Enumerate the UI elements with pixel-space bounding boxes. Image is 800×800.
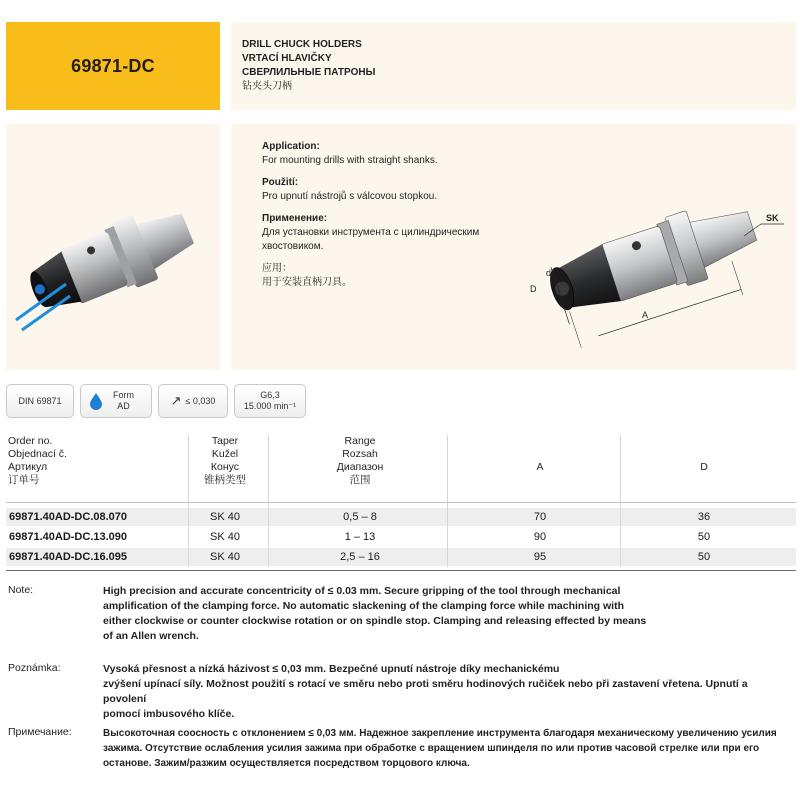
row-range: 0,5 – 8 (343, 511, 377, 523)
runout-value: ≤ 0,030 (185, 396, 216, 406)
row-d: 50 (697, 531, 711, 543)
coolant-drop-icon (89, 392, 103, 410)
table-row (6, 528, 796, 546)
balance-badge (234, 384, 306, 418)
balance-grade: G6,3 (260, 390, 280, 400)
note-label-cz: Poznámka: (8, 662, 61, 674)
technical-drawing (516, 164, 791, 364)
note-en-line: amplification of the clamping force. No automatic slackening of the clamping force while machining with (103, 600, 624, 612)
row-d: 36 (697, 511, 711, 523)
note-label-en: Note: (8, 584, 34, 596)
column-divider (620, 435, 621, 567)
application-heading-cz: Použití: (262, 177, 299, 188)
note-cz-line: zvýšení upínací síly. Možnost použití s rotací ve směru nebo proti směru hodinových ručiček nebo při zastavení vřetena. Upnutí a povolení (103, 678, 748, 705)
product-code: 69871-DC (71, 55, 155, 76)
row-a: 95 (533, 551, 547, 563)
application-text-cn: 用于安装直柄刀具。 (262, 277, 352, 288)
header-order-cn: 订单号 (8, 474, 40, 486)
note-text-cz (103, 662, 793, 722)
column-divider (447, 435, 448, 567)
row-d: 50 (697, 551, 711, 563)
row-range: 1 – 13 (344, 531, 376, 543)
row-a: 90 (533, 531, 547, 543)
note-label-ru: Примечание: (8, 726, 72, 738)
table-header-divider (6, 502, 796, 503)
product-code-box (6, 22, 220, 110)
header-taper-cz: Kužel (211, 448, 239, 460)
form-badge (80, 384, 152, 418)
note-ru-line: Высокоточная соосность с отклонением ≤ 0,03 мм. Надежное закрепление инструмента благодаря механическому увеличению усилия (103, 728, 777, 739)
application-text-ru-1: Для установки инструмента с цилиндрическим (262, 227, 480, 238)
row-order: 69871.40AD-DC.08.070 (9, 511, 128, 523)
column-divider (188, 435, 189, 567)
label-d-small: d (546, 268, 552, 278)
note-text-en (103, 584, 793, 644)
row-order: 69871.40AD-DC.16.095 (9, 551, 128, 563)
form-label: Form (113, 390, 134, 400)
title-cz: VRTACÍ HLAVIČKY (242, 53, 332, 64)
runout-badge (158, 384, 228, 418)
application-text (262, 140, 532, 298)
form-value: AD (117, 401, 130, 411)
title-cn: 钻夹头刀柄 (242, 81, 292, 92)
note-ru-line: зажима. Отсутствие ослабления усилия зажима при обработке с вращением шпинделя по или против часовой стрелке или при его (103, 743, 760, 754)
title-en: DRILL CHUCK HOLDERS (242, 39, 362, 50)
note-en-line: of an Allen wrench. (103, 630, 199, 642)
header-order-en: Order no. (8, 435, 53, 447)
header-taper-cn: 锥柄类型 (204, 474, 246, 486)
note-cz-line: pomocí imbusového klíče. (103, 708, 235, 720)
label-d-large: D (530, 284, 537, 294)
row-taper: SK 40 (210, 531, 240, 543)
note-ru-line: останове. Зажим/разжим осуществляется посредством торцового ключа. (103, 758, 470, 769)
row-taper: SK 40 (210, 551, 240, 563)
header-range-cn: 范围 (349, 474, 371, 486)
din-text: DIN 69871 (18, 396, 62, 406)
application-text-ru-2: хвостовиком. (262, 241, 324, 252)
note-en-line: either clockwise or counter clockwise rotation or on spindle stop. Clamping and releasing effected by means (103, 615, 647, 627)
balance-speed: 15.000 min⁻¹ (243, 401, 297, 411)
label-sk: SK (766, 213, 779, 223)
application-heading-en: Application: (262, 141, 320, 152)
header-range-ru: Диапазон (336, 461, 384, 473)
header-range-cz: Rozsah (342, 448, 378, 460)
note-text-ru (103, 726, 793, 771)
header-taper (190, 435, 260, 487)
row-order: 69871.40AD-DC.13.090 (9, 531, 128, 543)
runout-arrow-icon: ↗ (170, 393, 182, 408)
application-panel (231, 124, 796, 370)
column-divider (268, 435, 269, 567)
row-a: 70 (533, 511, 547, 523)
application-heading-cn: 应用： (262, 263, 292, 274)
table-bottom-border (6, 570, 796, 571)
product-photo (6, 124, 220, 370)
header-taper-en: Taper (211, 435, 239, 447)
header-range-en: Range (344, 435, 376, 447)
row-taper: SK 40 (210, 511, 240, 523)
header-taper-ru: Конус (210, 461, 240, 473)
table-row (6, 508, 796, 526)
header-order-cz: Objednací č. (8, 448, 67, 460)
application-heading-ru: Применение: (262, 213, 328, 224)
din-badge (6, 384, 74, 418)
header-range (300, 435, 420, 487)
note-en-line: High precision and accurate concentricity of ≤ 0.03 mm. Secure gripping of the tool through mechanical (103, 585, 621, 597)
title-ru: СВЕРЛИЛЬНЫЕ ПАТРОНЫ (242, 67, 376, 78)
header-order (8, 435, 67, 487)
application-text-en: For mounting drills with straight shanks. (262, 155, 438, 166)
header-order-ru: Артикул (8, 461, 48, 473)
application-text-cz: Pro upnutí nástrojů s válcovou stopkou. (262, 191, 438, 202)
drill-chuck-photo-illustration (6, 124, 220, 370)
header-d: D (700, 461, 708, 473)
table-row (6, 548, 796, 566)
spec-badges (6, 384, 306, 418)
row-range: 2,5 – 16 (340, 551, 380, 563)
header-a: A (536, 461, 544, 473)
label-a: A (642, 310, 649, 320)
product-title-box (231, 22, 796, 110)
note-cz-line: Vysoká přesnost a nízká házivost ≤ 0,03 mm. Bezpečné upnutí nástroje díky mechanickému (103, 663, 560, 675)
